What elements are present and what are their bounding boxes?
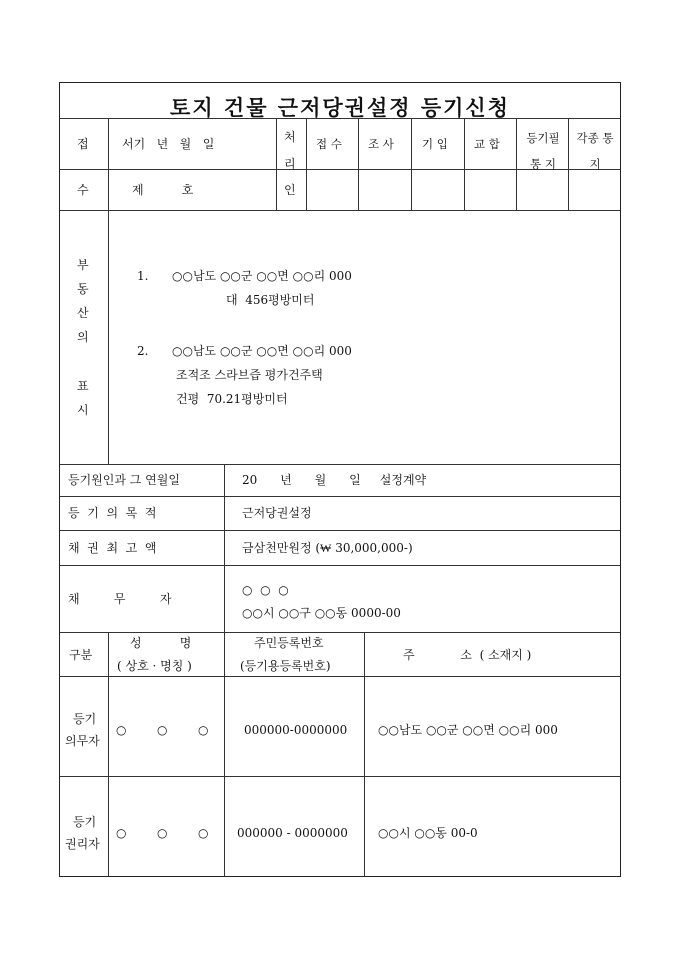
header-category: 구분 [69, 648, 93, 662]
line-title-bottom [60, 118, 620, 119]
property-label-7: 시 [77, 403, 89, 417]
reception-label-su: 수 [77, 183, 89, 197]
property-item2-address: ○○남도 ○○군 ○○면 ○○리 000 [172, 344, 352, 358]
processor-char-3: 인 [284, 183, 296, 197]
header-address: 주 소 ( 소재지 ) [403, 648, 532, 662]
property-item2-detail2: 건평 70.21평방미터 [176, 392, 288, 406]
column-registered-notice: 등기필 통 지 [526, 131, 560, 171]
max-claim-value: 금삼천만원정 (₩ 30,000,000-) [242, 541, 413, 555]
header-name-bottom: ( 상호 · 명칭 ) [117, 659, 192, 673]
property-label-6: 표 [77, 379, 89, 393]
holder-label-bottom: 권리자 [65, 837, 100, 851]
property-label-4: 의 [77, 330, 89, 344]
line-claim-bottom [60, 565, 620, 566]
property-item2-detail1: 조적조 스라브즙 평가건주택 [176, 368, 323, 382]
obligor-address: ○○남도 ○○군 ○○면 ○○리 000 [378, 723, 558, 737]
vline-rec-1 [108, 118, 109, 210]
header-reg-bottom: (등기용등록번호) [240, 659, 331, 673]
obligor-label-bottom: 의무자 [65, 734, 100, 748]
column-gyohap: 교 합 [474, 137, 500, 151]
purpose-label: 등 기 의 목 적 [68, 506, 157, 520]
vline-party-1 [108, 632, 109, 876]
line-debtor-bottom [60, 632, 620, 633]
debtor-label: 채 무 자 [68, 592, 172, 606]
reception-date: 서기 년 월 일 [122, 137, 215, 151]
property-label-2: 동 [77, 282, 89, 296]
property-item2-no: 2. [137, 344, 149, 358]
line-obligor-bottom [60, 776, 620, 777]
column-jeopsu: 접 수 [316, 137, 342, 151]
obligor-reg-no: 000000-0000000 [244, 723, 348, 737]
header-name-top: 성 명 [130, 636, 192, 650]
holder-reg-no: 000000 - 0000000 [237, 826, 348, 840]
line-header-bottom [60, 676, 620, 677]
vline-party-2 [224, 632, 225, 876]
vline-rec-4 [358, 118, 359, 210]
vline-rec-7 [516, 118, 517, 210]
registration-form [59, 82, 621, 877]
max-claim-label: 채 권 최 고 액 [68, 541, 157, 555]
vline-rec-6 [464, 118, 465, 210]
property-item1-address: ○○남도 ○○군 ○○면 ○○리 000 [172, 269, 352, 283]
column-various-notice: 각종 통지 [576, 131, 614, 171]
holder-address: ○○시 ○○동 00-0 [378, 826, 478, 840]
processor-char-2: 리 [284, 157, 296, 171]
vline-rec-2 [276, 118, 277, 210]
line-purpose-bottom [60, 530, 620, 531]
column-giip: 기 입 [422, 137, 448, 151]
holder-label-top: 등기 [73, 815, 97, 829]
property-item1-no: 1. [137, 269, 149, 283]
obligor-name: ○ ○ ○ [116, 723, 209, 737]
header-reg-top: 주민등록번호 [254, 636, 324, 650]
line-reception-bottom [60, 210, 620, 211]
holder-name: ○ ○ ○ [116, 826, 209, 840]
property-item1-detail: 대 456평방미터 [226, 293, 315, 307]
vline-rec-8 [568, 118, 569, 210]
reception-label-jeop: 접 [77, 137, 89, 151]
property-label-3: 산 [77, 306, 89, 320]
vline-rec-5 [411, 118, 412, 210]
property-label-1: 부 [77, 258, 89, 272]
vline-party-3 [364, 632, 365, 876]
processor-char-1: 처 [284, 130, 296, 144]
line-cause-bottom [60, 496, 620, 497]
purpose-value: 근저당권설정 [242, 506, 312, 520]
column-josa: 조 사 [368, 137, 394, 151]
line-property-bottom [60, 464, 620, 465]
reception-number: 제 호 [132, 183, 194, 197]
obligor-label-top: 등기 [73, 712, 97, 726]
form-title: 토지 건물 근저당권설정 등기신청 [170, 95, 510, 120]
vline-rec-3 [306, 118, 307, 210]
cause-label: 등기원인과 그 연월일 [68, 473, 180, 487]
cause-value: 20 년 월 일 설정계약 [242, 473, 427, 487]
debtor-name: ○ ○ ○ [242, 583, 289, 597]
debtor-address: ○○시 ○○구 ○○동 0000-00 [242, 606, 401, 620]
vline-property [108, 210, 109, 464]
